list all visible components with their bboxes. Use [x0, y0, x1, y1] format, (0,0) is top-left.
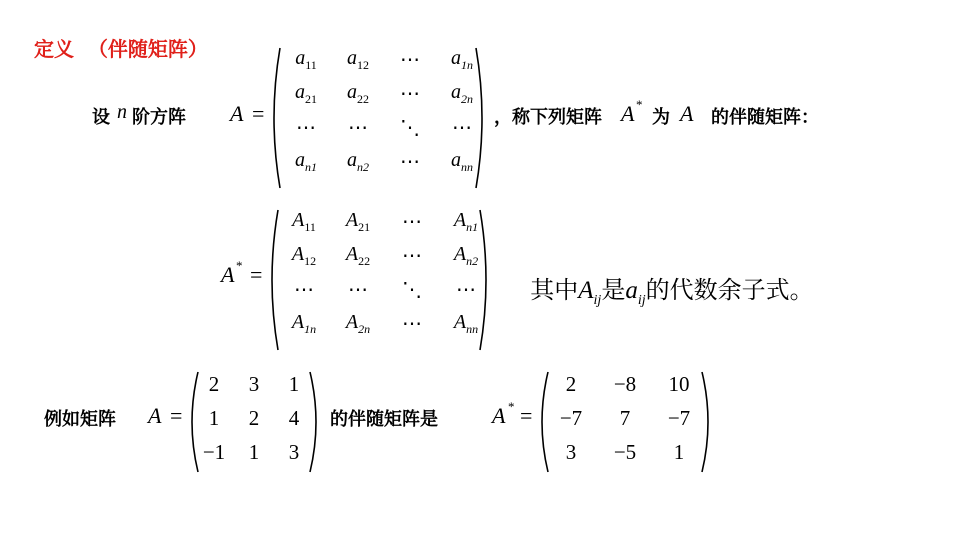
- example-star: *: [508, 399, 515, 414]
- matrix-A-cell: $a_{1n}$: [451, 47, 473, 72]
- definition-heading: 定义 （伴随矩阵）: [34, 37, 208, 61]
- matrix-A-cell: $a_{11}$: [295, 47, 317, 72]
- example-Astar-cell: 2: [565, 372, 577, 396]
- example-prefix: 例如矩阵: [44, 409, 116, 430]
- intro-order: 阶方阵: [132, 107, 186, 128]
- Astar-equals: =: [250, 262, 263, 287]
- matrix-Astar-cell: $A_{n1}$: [453, 209, 479, 234]
- n-variable: n: [117, 101, 127, 123]
- A-label-inline: A: [680, 101, 694, 126]
- example-Astar-cell: 3: [565, 440, 577, 464]
- matrix-A-cell: $a_{n2}$: [347, 149, 369, 174]
- note-a: a: [625, 277, 638, 304]
- note-shi: 是: [601, 276, 626, 304]
- note-A-sub: ij: [593, 292, 602, 308]
- Astar-star: *: [236, 258, 243, 273]
- example-Astar-cell: −7: [559, 406, 583, 430]
- tail-text: 的伴随矩阵：: [711, 107, 819, 128]
- matrix-A-cell: $a_{22}$: [347, 81, 369, 106]
- example-equals: =: [170, 403, 183, 428]
- matrix-A-cell: ⋯: [400, 83, 420, 105]
- cofactor-note: [515, 242, 814, 309]
- example-Astar-cell: −8: [613, 372, 637, 396]
- matrix-Astar-cell: ⋯: [456, 279, 476, 301]
- matrix-Astar-cell: $A_{21}$: [345, 209, 371, 234]
- matrix-Astar-cell: $A_{n2}$: [453, 243, 479, 268]
- example-A-cell: −1: [202, 440, 226, 464]
- matrix-A-cell: ⋯: [452, 117, 472, 139]
- matrix-A-cell: $a_{n1}$: [295, 149, 317, 174]
- matrix-Astar-cell: $A_{2n}$: [345, 311, 371, 336]
- matrix-Astar-cell: $A_{11}$: [292, 209, 316, 234]
- example-Astar-cell: −5: [613, 440, 637, 464]
- matrix-A-cell: $a_{nn}$: [451, 149, 473, 174]
- note-A: A: [578, 277, 594, 304]
- matrix-Astar-cell: $A_{12}$: [291, 243, 317, 268]
- matrix-A-cell: ⋯: [296, 117, 316, 139]
- example-A-cell: 4: [288, 406, 300, 430]
- example-Astar-equals: =: [520, 403, 533, 428]
- star-superscript: *: [636, 97, 643, 112]
- example-Astar-cell: 10: [668, 372, 690, 396]
- matrix-A-cell: $a_{2n}$: [451, 81, 473, 106]
- example-A-cell: 2: [208, 372, 220, 396]
- note-a-sub: ij: [637, 292, 646, 308]
- note-suffix: 的代数余子式。: [645, 276, 814, 304]
- equals-sign: =: [252, 101, 265, 126]
- wei-text: 为: [652, 107, 670, 128]
- intro-prefix: 设: [92, 107, 110, 128]
- matrix-Astar-cell: ⋯: [402, 245, 422, 267]
- example-middle: 的伴随矩阵是: [330, 409, 438, 430]
- matrix-A-cell: ⋯: [400, 49, 420, 71]
- matrix-A-cell: $a_{12}$: [347, 47, 369, 72]
- note-prefix: 其中: [530, 276, 579, 304]
- example-Astar-cell: 1: [673, 440, 685, 464]
- matrix-A-label: A: [230, 101, 244, 126]
- example-A-cell: 1: [248, 440, 260, 464]
- example-A-label: A: [148, 403, 162, 428]
- matrix-Astar-cell: $A_{1n}$: [291, 311, 317, 336]
- matrix-Astar-cell: ⋱: [402, 279, 422, 301]
- matrix-A-cell: ⋯: [400, 151, 420, 173]
- matrix-Astar-cell: ⋯: [294, 279, 314, 301]
- Astar-label-inline: A: [621, 101, 635, 126]
- comma-text: ，称下列矩阵: [494, 107, 602, 128]
- example-A-cell: 3: [248, 372, 260, 396]
- Astar-label: A: [221, 262, 235, 287]
- example-A-cell: 2: [248, 406, 260, 430]
- example-Astar-cell: 7: [619, 406, 631, 430]
- matrix-A-cell: ⋯: [348, 117, 368, 139]
- matrix-A-cell: $a_{21}$: [295, 81, 317, 106]
- matrix-Astar-cell: $A_{22}$: [345, 243, 371, 268]
- matrix-Astar-cell: ⋯: [348, 279, 368, 301]
- example-A-cell: 1: [288, 372, 300, 396]
- matrix-A-cell: ⋱: [400, 117, 420, 139]
- matrix-Astar-cell: ⋯: [402, 313, 422, 335]
- example-Astar-label: A: [492, 403, 506, 428]
- matrix-Astar-cell: $A_{nn}$: [453, 311, 479, 336]
- example-Astar-cell: −7: [667, 406, 691, 430]
- example-A-cell: 3: [288, 440, 300, 464]
- matrix-Astar-cell: ⋯: [402, 211, 422, 233]
- example-A-cell: 1: [208, 406, 220, 430]
